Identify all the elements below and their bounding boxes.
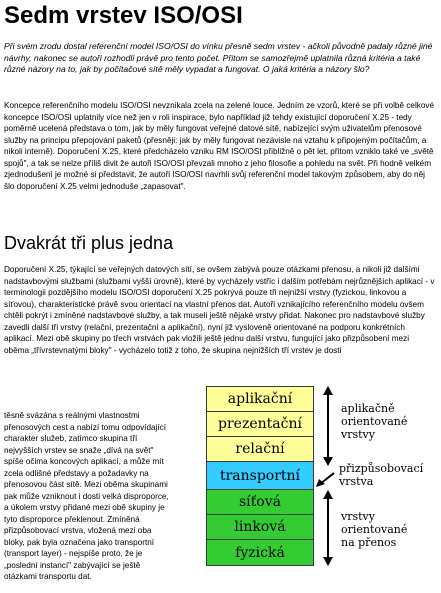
osi-layer-transport: transportní: [206, 462, 314, 490]
lower-label-line-2: orientované: [341, 523, 408, 536]
upper-label-line-2: orientované: [341, 415, 408, 428]
page-title: Sedm vrstev ISO/OSI: [4, 2, 243, 29]
upper-label-line-1: aplikačně: [341, 402, 395, 415]
body-paragraph-1: Koncepce referenčního modelu ISO/OSI nevznikala zcela na zelené louce. Jedním ze vzorů, které se při volbě celkové koncepce ISO/OSI uplatnily více než jen v roli inspirace, bylo například již tehdy existující doporučení X.25 - tedy poměrně ucelená představa o tom, jak by měly fungovat veřejné datové sítě, nabízející svým uživatelům přenosové služby na principu přepojování paketů (přesněji: jak by měly fungovat nezávisle na vztahu k připojeným počítačům, a nikoli interně). Doporučení X.25, které předcházelo vzniku RM ISO/OSI přibližně o pět let, přitom vzniklo také ve „světě spojů", a tak se nelze příliš divit že autoři ISO/OSI převzali mnoho z jeho filosofie a pohledu na svět. Při hodně velkém zjednodušení je možné si představit, že autoři ISO/OSI navrhli svůj referenční model takovým způsobem, aby do něj šlo doporučení X.25 velmi jednoduše „zapasovat".: [4, 101, 435, 191]
middle-group-label: [339, 462, 423, 488]
middle-label-line-2: vrstva: [339, 475, 374, 488]
upper-label-line-3: vrstvy: [341, 428, 375, 441]
lower-group-label: [341, 510, 407, 549]
upper-bracket-arrow: [318, 386, 338, 466]
body-paragraph-2: Doporučení X.25, týkající se veřejných datových sítí, se ovšem zabývá pouze otázkami přenosu, a nikoli již dalšími nadstavbovými službami (službami vyšší úrovně), které by vycházely vstříc i dalším potřebám nejrůznějších aplikací - v terminologii pozdějšího modelu ISO/OSI doporučení X.25 pokrývá pouze tři nejnižší vrstvy (fyzickou, linkovou a síťovou), charakteristické právě svou orientací na vlastní přenos dat. Autoři vznikajícího referenčního modelu ovšem chtěli pokrýt i zmíněné nadstavbové služby, a tak museli ještě nějaké vrstvy přidat. Nakonec pro nadstavbové služby zavedli další tři vrstvy (relační, prezentační a aplikační), nyní již vysloveně orientované na podporu konkrétních aplikací. Mezi obě skupiny po třech vrstvách pak vložili ještě jednu další vrstvu, fungující jako přizpůsobení mezi oběma „třívrstevnatými bloky" - vycházelo totiž z toho, že skupina nejnižších tří vrstev je dosti: [4, 265, 435, 355]
section-heading: Dvakrát tři plus jedna: [4, 233, 174, 253]
body-paragraph-3: těsně svázána s reálnými vlastnostmi přenosových cest a nabízí tomu odpovídající charakter služeb, zatímco skupina tří nejvyšších vrstev se snaže „dívá na svět" spíše očima koncových aplikací, a může mít zcela odlišné představy a požadavky na přenosovou část sítě. Mezi oběma skupinami pak může vzniknout i dosti velká disproporce, a úkolem vrstvy přidané mezi obě skupiny je tyto disproporce překlenout. Zmíněná přizpůsobovací vrstva, vložená mezi oba bloky, pak byla označena jako transportní (transport layer) - nejspíše proto, že je „poslední instancí" zabývající se ještě otázkami transportu dat.: [4, 411, 169, 581]
upper-group-label: [341, 402, 407, 441]
lower-label-line-3: na přenos: [341, 536, 397, 549]
osi-layer-datalink: linková: [206, 515, 314, 540]
lower-label-line-1: vrstvy: [341, 510, 375, 523]
lower-bracket-arrow: [318, 490, 338, 566]
intro-paragraph: Při svém zrodu dostal referenční model ISO/OSI do vínku přesně sedm vrstev - ačkoli původně padaly různé jiné návrhy, nakonec se autoři rozhodli právě pro tento počet. Přitom se samozřejmě uplatnila různá kritéria a také různé názory na to, jak by počítačové sítě měly vypadat a fungovat. O jaká kritéria a názory šlo?: [4, 41, 433, 75]
osi-layer-network: síťová: [206, 490, 314, 515]
osi-layer-physical: fyzická: [206, 540, 314, 566]
middle-label-line-1: přizpůsobovací: [339, 462, 424, 475]
osi-layer-presentation: prezentační: [206, 412, 314, 437]
transport-pointer-arrow: [314, 470, 336, 488]
osi-layer-session: relační: [206, 437, 314, 462]
osi-layer-application: aplikační: [206, 386, 314, 412]
osi-layer-diagram: [206, 386, 314, 566]
